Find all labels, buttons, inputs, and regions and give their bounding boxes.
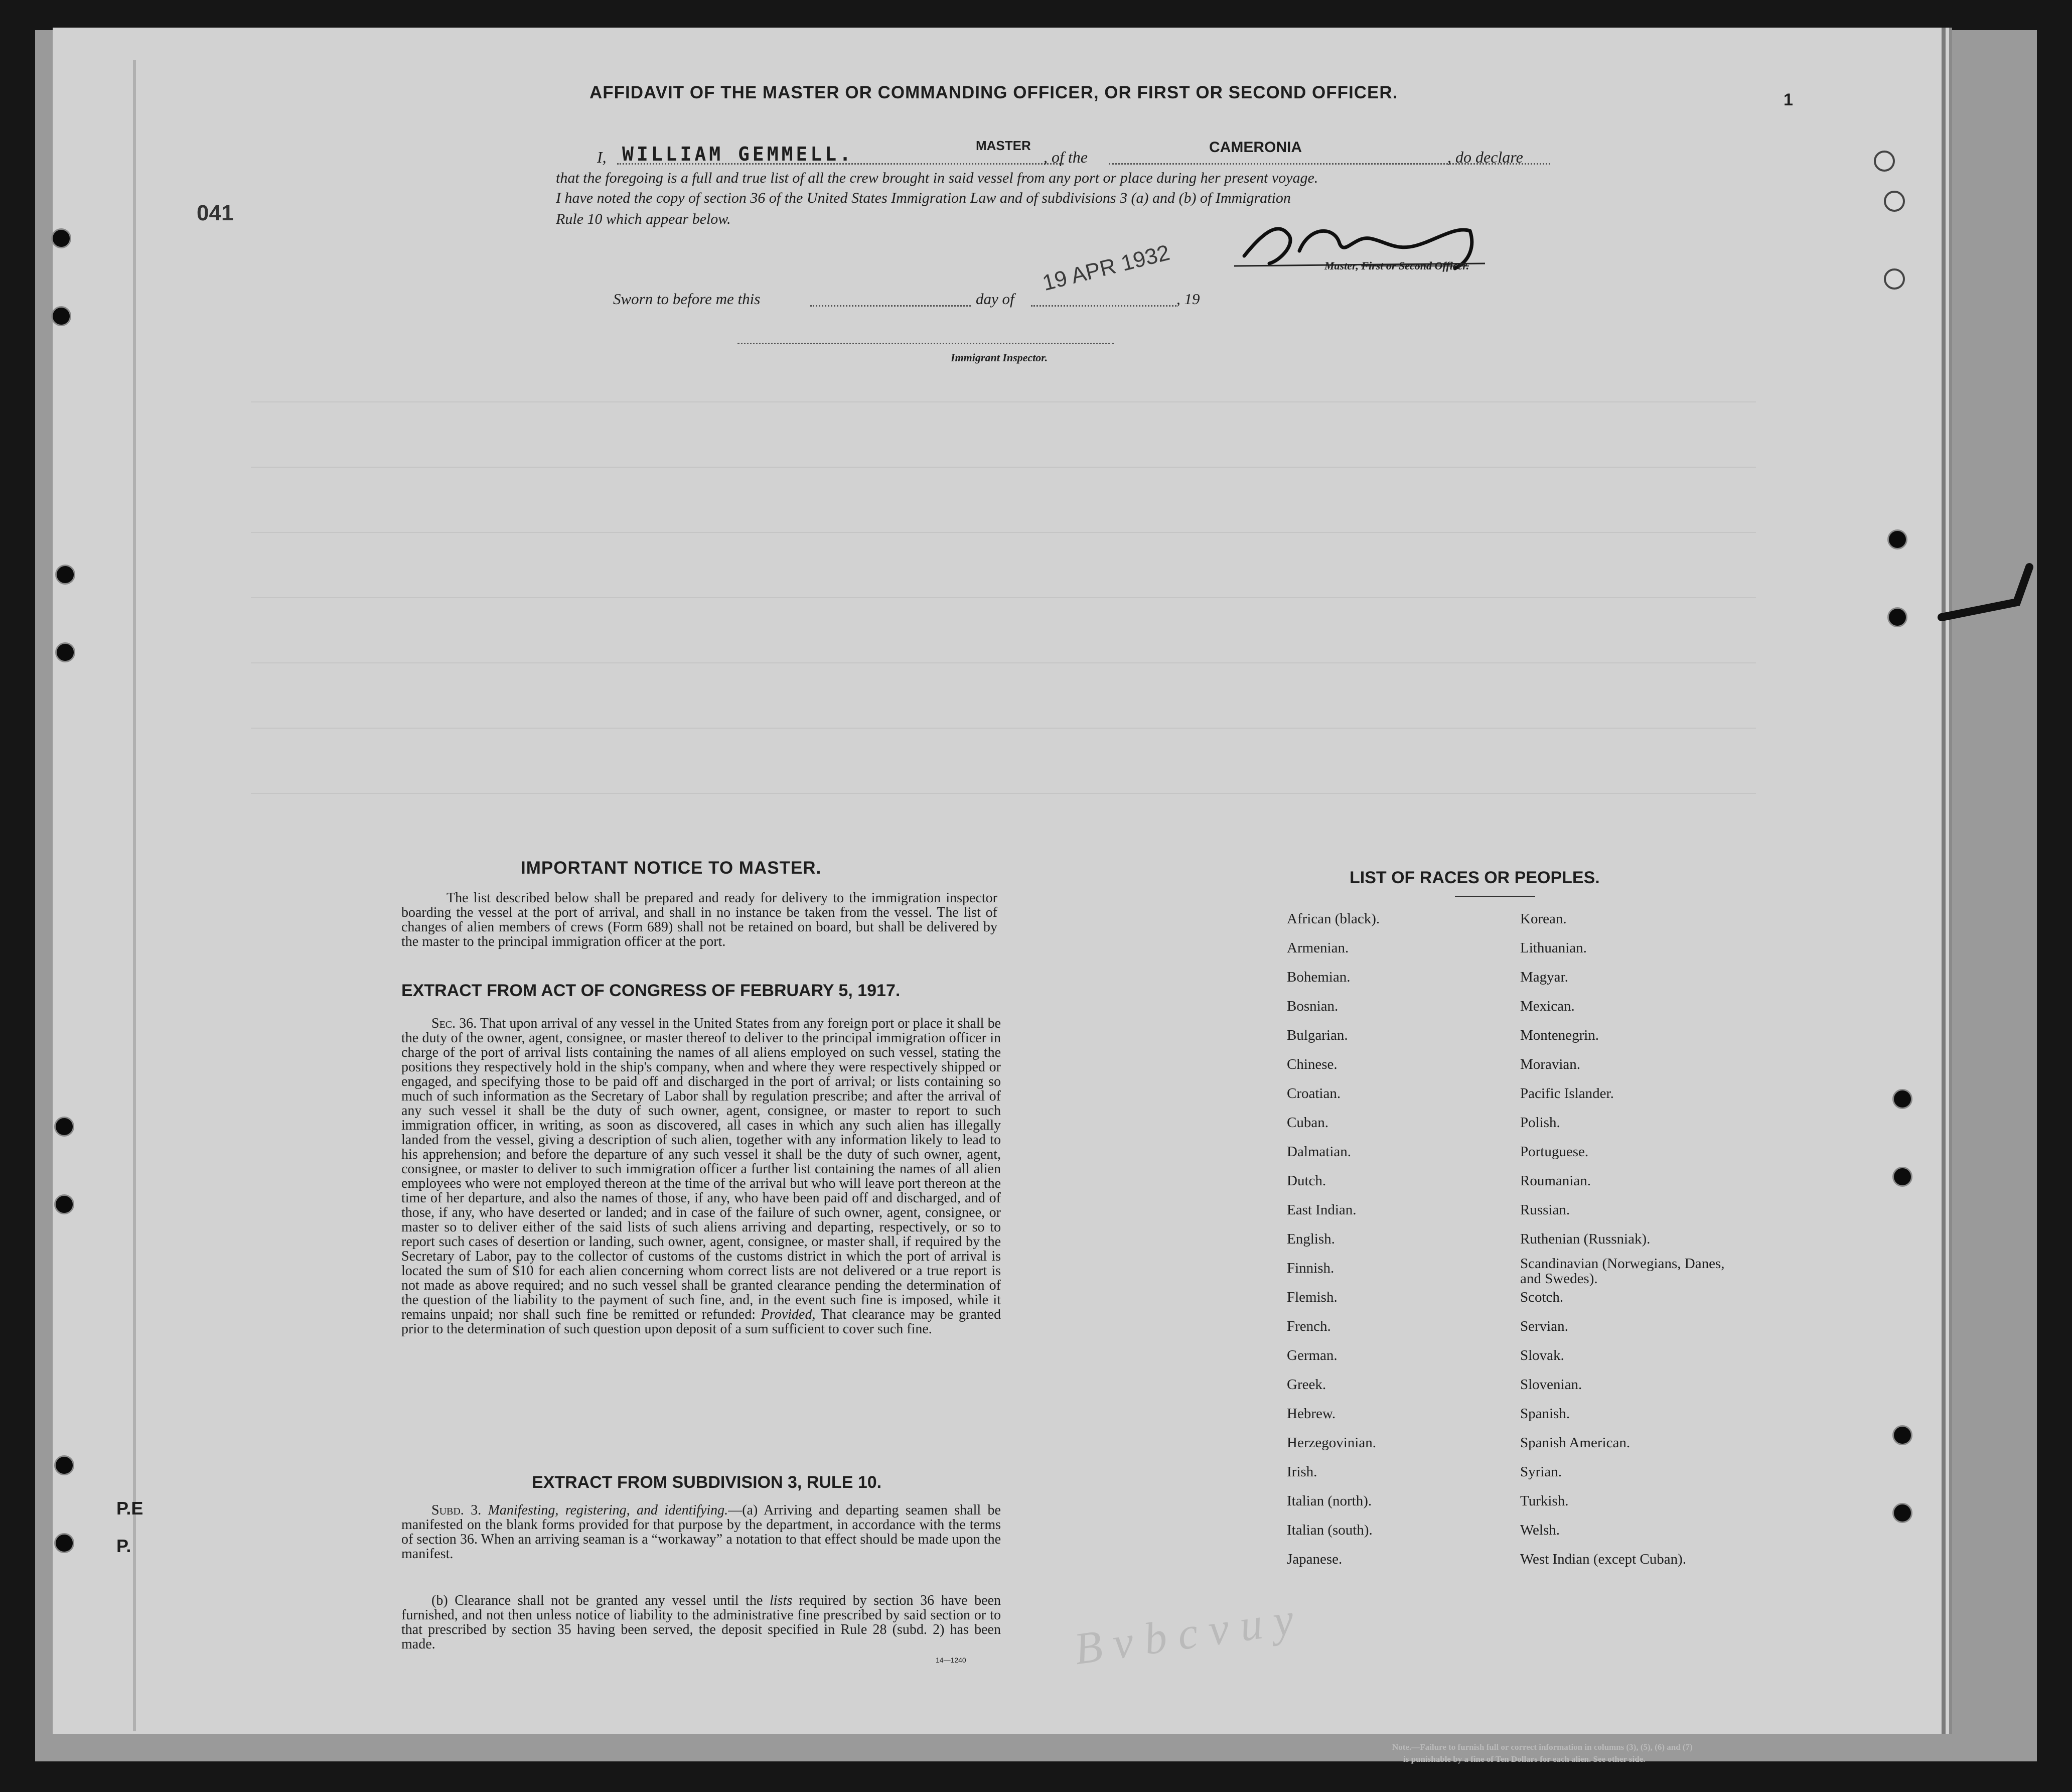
race-item: Cuban. [1287,1115,1328,1131]
race-item: Finnish. [1287,1260,1335,1276]
binder-hole-icon [1892,1089,1912,1109]
officer-rank: MASTER [976,138,1031,153]
race-item: Slovak. [1520,1347,1564,1363]
race-item: Scandinavian (Norwegians, Danes, and Swedes). [1520,1256,1725,1287]
race-item: Russian. [1520,1202,1570,1218]
race-item: Ruthenian (Russniak). [1520,1231,1651,1247]
race-item: Montenegrin. [1520,1027,1599,1043]
race-item: Spanish. [1520,1406,1570,1422]
binder-hole-icon [54,1455,74,1475]
race-item: Dutch. [1287,1173,1326,1189]
race-item: African (black). [1287,911,1380,927]
race-item: Herzegovinian. [1287,1435,1376,1451]
margin-label-pe: P.E [116,1498,143,1519]
binder-hole-icon [51,306,71,326]
caption-struck: First or Second Officer. [1361,259,1469,272]
race-item: Armenian. [1287,940,1349,956]
binder-hole-icon [1884,268,1905,290]
act-body [401,1016,1001,1336]
binder-hole-icon [1874,151,1895,172]
binder-hole-icon [54,1117,74,1137]
notice-title: IMPORTANT NOTICE TO MASTER. [521,858,822,878]
of-the-text: , of the [1044,148,1088,166]
race-item: East Indian. [1287,1202,1357,1218]
year-prefix: , 19 [1176,290,1200,308]
rule-para-b-rest: required by section 36 have been furnished, and not then unless notice of liability to the administrative fine prescribed by said section or to that prescribed by section 35 having been served, the deposit specified in Rule 28 (subd. 2) has been made. [401,1593,1001,1652]
race-item: French. [1287,1318,1331,1334]
binder-hole-icon [54,1533,74,1553]
race-item: Italian (south). [1287,1522,1373,1538]
signature-caption [1324,259,1469,272]
race-item: Pacific Islander. [1520,1085,1614,1101]
act-body-tail: That clearance may be granted prior to the determination of such question upon deposit of a sum sufficient to cover such fine. [401,1307,1001,1337]
binder-hole-icon [51,228,71,248]
rule-para-b-lists: lists [770,1593,793,1608]
race-item: Irish. [1287,1464,1317,1480]
do-declare: , do declare [1447,148,1523,166]
rule-title: EXTRACT FROM SUBDIVISION 3, RULE 10. [532,1473,882,1492]
races-left-column [1287,911,1518,1578]
binder-hole-icon [54,1194,74,1214]
race-item: Japanese. [1287,1551,1343,1567]
race-item: English. [1287,1231,1335,1247]
sworn-prefix: Sworn to before me this [613,290,761,308]
penalty-note [1392,1741,1693,1765]
races-title: LIST OF RACES OR PEOPLES. [1350,868,1600,887]
binder-hole-icon [1887,529,1907,549]
penalty-note-line-2: is punishable by a fine of Ten Dollars for each alien. See other side. [1403,1754,1646,1764]
race-item: Mexican. [1520,998,1575,1014]
margin-label-p: P. [116,1536,131,1556]
affidavit-i: I, [597,148,607,166]
race-item: Servian. [1520,1318,1568,1334]
race-item: Hebrew. [1287,1406,1336,1422]
race-item: German. [1287,1347,1338,1363]
form-code: 14—1240 [936,1656,966,1664]
race-item: Turkish. [1520,1493,1569,1509]
binder-hole-icon [1892,1167,1912,1187]
penalty-note-line-1: Note.—Failure to furnish full or correct information in columns (3), (5), (6) and (7) [1392,1742,1693,1752]
rule-para-b [401,1593,1001,1651]
binder-hole-icon [55,565,75,585]
race-item: Portuguese. [1520,1144,1589,1160]
affidavit-line-4: Rule 10 which appear below. [556,211,731,227]
rule-para-b-start: (b) Clearance shall not be granted any vessel until the [431,1593,763,1608]
act-sec-label: Sec. 36. [431,1016,477,1031]
race-item: Chinese. [1287,1056,1338,1072]
race-item: Syrian. [1520,1464,1562,1480]
binder-hole-icon [1892,1425,1912,1445]
rule-subd-heading: Manifesting, registering, and identifying. [488,1502,728,1518]
rule-para-a [401,1503,1001,1561]
race-item: Moravian. [1520,1056,1580,1072]
race-item: Flemish. [1287,1289,1338,1305]
race-item: Lithuanian. [1520,940,1587,956]
act-title: EXTRACT FROM ACT OF CONGRESS OF FEBRUARY 5, 1917. [401,981,901,1000]
race-item: Bohemian. [1287,969,1351,985]
inspector-caption: Immigrant Inspector. [951,351,1048,364]
race-item: Slovenian. [1520,1376,1582,1393]
page-fold-left [133,60,136,1731]
race-item: Bosnian. [1287,998,1339,1014]
race-item: Greek. [1287,1376,1326,1393]
act-provided: Provided, [761,1307,816,1322]
race-item: Korean. [1520,911,1567,927]
rule-subd-label: Subd. 3. [431,1502,482,1518]
race-item: Italian (north). [1287,1493,1372,1509]
bottom-scribble: B v b c v u y [1071,1594,1297,1675]
race-item: Magyar. [1520,969,1568,985]
race-item: Dalmatian. [1287,1144,1352,1160]
rule-para-a-text: —(a) Arriving and departing seamen shall be manifested on the blank forms provided for that purpose by the department, in accordance with the terms of section 36. When an arriving seaman is a “workaway” a notation to that effect should be made upon the manifest. [401,1502,1001,1562]
races-right-column [1520,911,1771,1578]
binder-hole-icon [55,642,75,662]
margin-mark: 041 [197,201,234,225]
race-item: Roumanian. [1520,1173,1591,1189]
affidavit-title: AFFIDAVIT OF THE MASTER OR COMMANDING OFFICER, OR FIRST OR SECOND OFFICER. [589,83,1398,102]
affidavit-line-3: I have noted the copy of section 36 of the United States Immigration Law and of subdivisions 3 (a) and (b) of Immigration [556,190,1291,206]
officer-name: WILLIAM GEMMELL. [622,143,854,165]
caption-master: Master, [1324,259,1359,272]
races-title-rule [1455,896,1535,897]
race-item: Scotch. [1520,1289,1564,1305]
race-item: Bulgarian. [1287,1027,1348,1043]
vessel-name: CAMERONIA [1209,139,1302,156]
page-fold [1942,28,1946,1734]
race-item: Spanish American. [1520,1435,1631,1451]
binder-hole-icon [1892,1503,1912,1523]
page-number: 1 [1784,90,1793,109]
notice-body: The list described below shall be prepared and ready for delivery to the immigration inspector boarding the vessel at the port of arrival, and shall in no instance be taken from the vessel. The list of changes of alien members of crews (Form 689) shall not be retained on board, but shall be delivered by the master to the principal immigration officer at the port. [401,890,997,949]
binder-hole-icon [1887,607,1907,627]
race-item: West Indian (except Cuban). [1520,1551,1687,1567]
day-of: day of [976,290,1014,308]
race-item: Polish. [1520,1115,1560,1131]
binder-hole-icon [1884,191,1905,212]
affidavit-line-1 [597,138,1550,168]
act-body-text: That upon arrival of any vessel in the United States from any foreign port or place it shall be the duty of the owner, agent, consignee, or master thereof to deliver to the principal immigration officer in charge of the port of arrival lists containing the names of all aliens employed on such vessel, stating the positions they respectively hold in the ship's company, when and where they were respectively shipped or engaged, and specifying those to be paid off and discharged in the port of arrival; or lists containing so much of such information as the Secretary of Labor shall by regulation prescribe; and after the arrival of any such vessel it shall be the duty of such owner, agent, consignee, or master to report to such immigration officer, in writing, as soon as discovered, all cases in which any such alien has illegally landed from the vessel, giving a description of such alien, together with any information likely to lead to his apprehension; and before the departure of any such vessel it shall be the duty of such owner, agent, consignee, or master to deliver to such immigration officer a further list containing the names of all alien employees who were not employed thereon at the time of the arrival but who will leave port thereon at the time of her departure, and also the names of those, if any, who have been paid off and discharged, and of those, if any, who have deserted or landed; and in case of the failure of such owner, agent, consignee, or master so to deliver either of the said lists of such aliens arriving and departing, respectively, or so to report such cases of desertion or landing, such owner, agent, consignee, or master shall, if required by the Secretary of Labor, pay to the collector of customs of the customs district in which the port of arrival is located the sum of $10 for each alien concerning whom correct lists are not delivered or a true report is not made as above required; and no such vessel shall be granted clearance pending the determination of the question of the liability to the payment of such fine, and, in the event such fine is imposed, while it remains unpaid; nor shall such fine be remitted or refunded: [401,1016,1001,1322]
affidavit-line-2: that the foregoing is a full and true list of all the crew brought in said vessel from any port or place during her present voyage. [556,170,1318,186]
race-item: Croatian. [1287,1085,1341,1101]
bleed-through-area [251,381,1856,883]
date-stamp: 19 APR 1932 [1040,240,1172,296]
pen-stroke-icon [1937,562,2037,622]
race-item: Welsh. [1520,1522,1560,1538]
